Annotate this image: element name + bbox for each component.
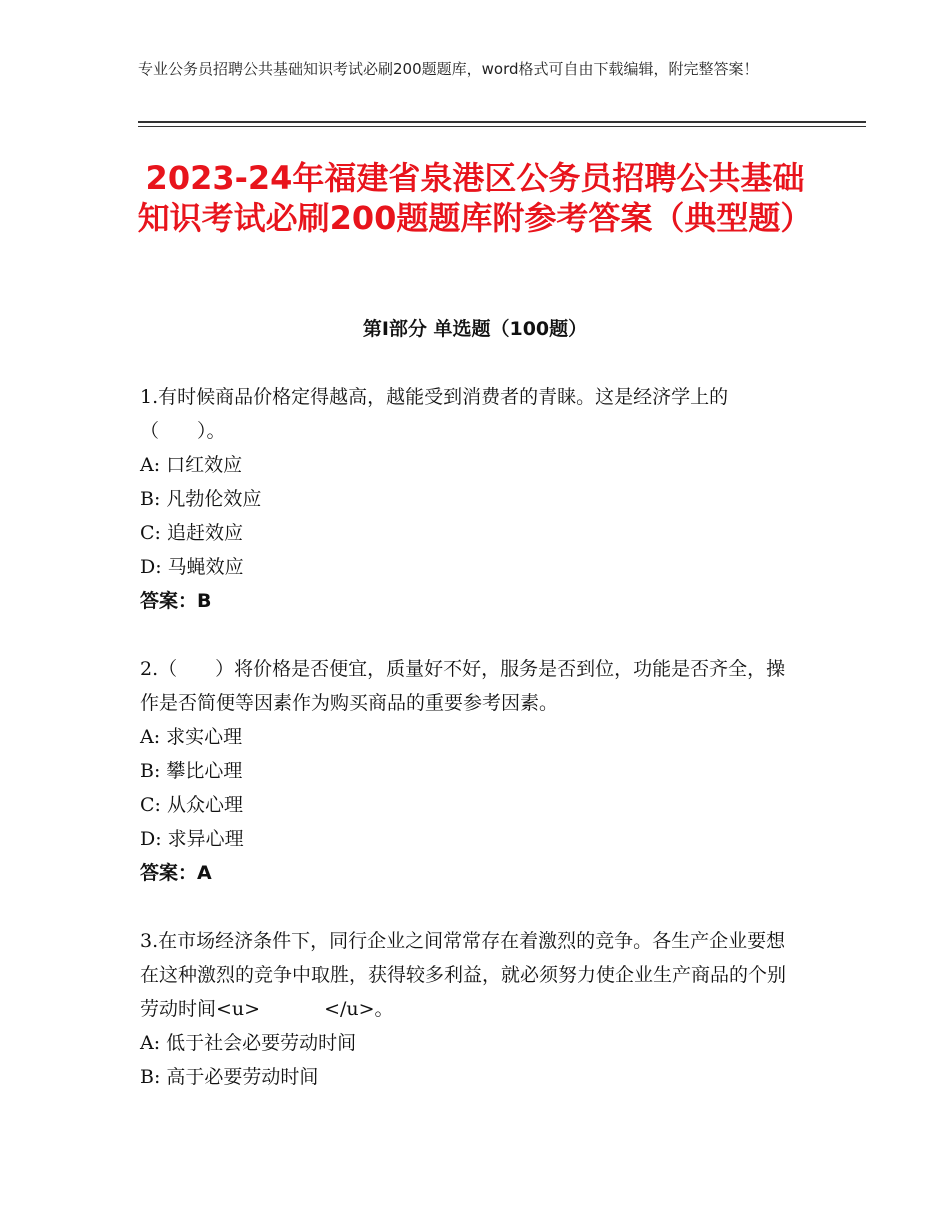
header-rule-thick xyxy=(138,121,866,123)
question-1 xyxy=(140,380,800,618)
question-stem: 1.有时候商品价格定得越高，越能受到消费者的青睐。这是经济学上的（ ）。 xyxy=(140,386,729,442)
question-stem: 2.（ ）将价格是否便宜，质量好不好，服务是否到位，功能是否齐全，操作是否简便等因素作为购买商品的重要参考因素。 xyxy=(140,658,786,714)
option-a: A: 求实心理 xyxy=(140,726,243,748)
option-a: A: 低于社会必要劳动时间 xyxy=(140,1032,357,1054)
option-b: B: 凡勃伦效应 xyxy=(140,488,262,510)
option-b: B: 攀比心理 xyxy=(140,760,243,782)
document-title: 2023-24年福建省泉港区公务员招聘公共基础知识考试必刷200题题库附参考答案（典型题） xyxy=(137,159,813,237)
option-a: A: 口红效应 xyxy=(140,454,243,476)
question-3 xyxy=(140,924,800,1094)
question-stem xyxy=(140,924,800,1026)
header-rule-thin xyxy=(138,126,866,127)
answer: 答案：A xyxy=(140,862,212,884)
section-title: 第Ⅰ部分 单选题（100题） xyxy=(362,318,588,340)
answer: 答案：B xyxy=(140,590,212,612)
option-d: D: 求异心理 xyxy=(140,828,244,850)
option-d: D: 马蝇效应 xyxy=(140,556,244,578)
question-list xyxy=(140,380,800,1128)
question-2 xyxy=(140,652,800,890)
question-stem-part-1: 3.在市场经济条件下，同行企业之间常常存在着激烈的竞争。各生产企业要想在这种激烈的竞争中取胜，获得较多利益，就必须努力使企业生产商品的个别劳动时间<u> xyxy=(140,930,787,1020)
header-note: 专业公务员招聘公共基础知识考试必刷200题题库，word格式可自由下载编辑，附完整答案！ xyxy=(138,60,759,78)
question-stem-part-2: </u>。 xyxy=(324,998,394,1020)
option-b: B: 高于必要劳动时间 xyxy=(140,1066,319,1088)
option-c: C: 从众心理 xyxy=(140,794,243,816)
option-c: C: 追赶效应 xyxy=(140,522,243,544)
